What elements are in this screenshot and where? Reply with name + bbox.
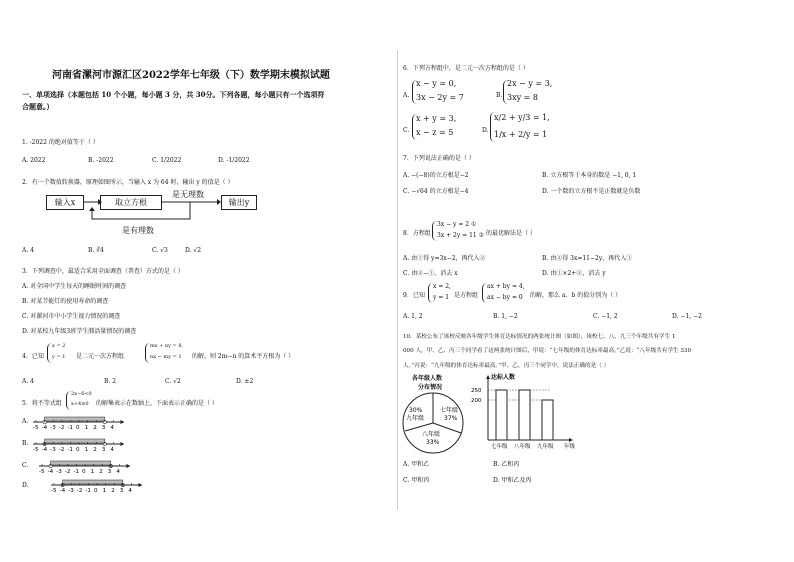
q5-numberline-a — [32, 410, 132, 432]
numberline-tick-label: 2 — [93, 447, 97, 453]
x-axis-label: 年级 — [564, 444, 576, 450]
q2-option-c: C. √3 — [152, 247, 168, 254]
q5-stem-pre: 5．将不等式组 — [22, 400, 62, 407]
numberline-tick-label: 2 — [99, 469, 103, 475]
q7-option-c: C. −√64 的立方根是−4 — [403, 188, 469, 195]
y-tick-label: 200 — [471, 398, 482, 404]
numberline-solution-band — [51, 461, 111, 465]
q1-option-b: B. -2022 — [88, 157, 114, 164]
q6-a-l1: x − y = 0, — [416, 79, 457, 88]
q6-option-c: C. — [403, 127, 410, 134]
page-title: 河南省漯河市源汇区2022学年七年级（下）数学期末模拟试题 — [52, 70, 330, 81]
q5-option-c-label: C. — [22, 462, 29, 469]
numberline-tick-label: -1 — [67, 425, 73, 431]
q8-option-b: B. 由②得 3x=11−2y，再代入① — [542, 255, 633, 262]
numberline-arrow — [138, 483, 142, 487]
numberline-tick-label: 3 — [101, 447, 106, 453]
q5-stem-post: 的解集表示在数轴上，下面表示正确的是（ ） — [96, 400, 218, 407]
q4-sys1-l2: y = 1 — [52, 354, 66, 360]
q7-option-b: B. 立方根等于本身的数是 −1, 0, 1 — [542, 172, 637, 179]
q10-option-a: A. 甲和乙 — [403, 461, 430, 468]
q8-option-a: A. 由①得 y=3x−2，再代入② — [403, 255, 486, 262]
numberline-tick-label: 1 — [84, 447, 89, 453]
x-axis-arrow — [569, 438, 573, 442]
numberline-tick-label: -4 — [41, 447, 48, 453]
q5-option-b-label: B. — [22, 440, 29, 447]
numberline-tick-label: 4 — [128, 488, 132, 494]
pie-chart — [398, 390, 468, 456]
q7-option-a: A. −(−8)的立方根是−2 — [403, 172, 469, 179]
q7-option-d: D. 一个数的立方根不是正数就是负数 — [542, 188, 641, 195]
q6-stem: 6．下列方程组中，是二元一次方程组的是（ ） — [403, 65, 529, 72]
flow-arrows — [40, 190, 270, 230]
q1-option-d: D. -1/2022 — [218, 157, 250, 164]
numberline-tick-label: 2 — [93, 425, 97, 431]
numberline-tick-label: -2 — [58, 425, 65, 431]
q5-numberline-d — [50, 473, 150, 495]
q6-c-l2: x − z = 5 — [416, 128, 454, 137]
q4-option-d: D. ±2 — [236, 378, 254, 385]
q6-d-l2: 1/x + 2/y = 1 — [494, 130, 548, 139]
q7-stem: 7．下列说法正确的是（ ） — [403, 155, 475, 162]
flow-rational-label: 是有理数 — [122, 226, 154, 235]
q10-line2: 000 人，甲、乙、丙三个同学看了这两张统计图后，甲说：“七年级的体育达标率最高。”乙说：“八年级共有学生 330 — [403, 348, 692, 354]
numberline-tick-label: -1 — [67, 447, 73, 453]
numberline-tick-label: 4 — [110, 447, 114, 453]
numberline-tick-label: -1 — [85, 488, 91, 494]
numberline-arrow — [120, 420, 124, 424]
q1-stem: 1. -2022 的绝对值等于（ ） — [22, 139, 99, 146]
x-tick-label: 八年级 — [514, 444, 531, 450]
pie-title-1: 各年级人数 — [412, 375, 443, 382]
q4-option-c: C. √2 — [165, 378, 181, 385]
bar — [496, 390, 507, 440]
q9-option-d: D. −1, −2 — [672, 313, 702, 320]
q4-sys2-l2: nx − my = 1 — [150, 354, 182, 360]
y-tick-label: 250 — [471, 388, 482, 394]
numberline-tick-label: 2 — [111, 488, 115, 494]
q9-sys1-l2: y = 1 — [433, 294, 450, 301]
numberline-tick-label: -2 — [58, 447, 65, 453]
q8-sys-l2: 3x + 2y = 11 ② — [437, 232, 485, 239]
numberline-tick-label: 0 — [94, 488, 98, 494]
numberline-tick-label: -4 — [59, 488, 66, 494]
numberline-tick-label: 4 — [110, 425, 114, 431]
q9-sys2-l2: ax − by = 0 — [487, 294, 523, 301]
numberline-solution-band — [45, 417, 105, 421]
q3-option-a: A. 对全国中学生每天的睡眠时间的调查 — [22, 283, 127, 290]
q5-option-d-label: D. — [22, 482, 29, 489]
pie-s1-name: 七年级 — [440, 407, 459, 414]
q8-sys-l1: 3x − y = 2 ① — [437, 221, 477, 228]
q4-option-b: B. 2 — [104, 378, 117, 385]
q8-stem-pre: 8．方程组 — [403, 230, 431, 237]
numberline-tick-label: 1 — [90, 469, 95, 475]
numberline-tick-label: 3 — [107, 469, 112, 475]
numberline-tick-label: 3 — [101, 425, 106, 431]
q9-option-c: C. −1, 2 — [593, 313, 618, 320]
q10-option-d: D. 甲和乙及丙 — [493, 477, 532, 484]
bar-chart — [470, 372, 580, 452]
flow-input-box: 输入x — [46, 195, 84, 210]
q8-option-c: C. 由②−①，消去 x — [403, 270, 458, 277]
numberline-arrow — [120, 442, 124, 446]
numberline-tick-label: 0 — [76, 447, 80, 453]
y-axis-arrow — [486, 375, 490, 379]
q9-sys2-l1: ax + by = 4, — [487, 283, 525, 290]
q4-stem-pre: 4．已知 — [22, 353, 44, 360]
pie-s2-name: 八年级 — [422, 431, 441, 438]
q5-sys-l1: 2x−6<0 — [71, 391, 92, 397]
flow-output-box: 输出y — [221, 195, 257, 210]
q9-stem-post: 的解，那么 a、b 的值分别为（ ） — [530, 292, 622, 299]
numberline-tick-label: 1 — [102, 488, 107, 494]
flow-cuberoot-box: 取立方根 — [100, 195, 162, 210]
pie-s1-pct: 37% — [444, 415, 458, 422]
numberline-tick-label: -2 — [76, 488, 83, 494]
q9-option-a: A. 1, 2 — [403, 313, 423, 320]
q2-option-d: D. √2 — [185, 247, 202, 254]
numberline-solution-band — [63, 480, 123, 484]
numberline-tick-label: 4 — [116, 469, 120, 475]
numberline-tick-label: -5 — [33, 447, 39, 453]
q6-option-d: D. — [482, 127, 489, 134]
chart-title: 达标人数 — [491, 374, 516, 381]
numberline-tick-label: -4 — [41, 425, 48, 431]
q6-b-l1: 2x − y = 3, — [507, 79, 553, 88]
q6-b-l2: 3xy = 8 — [507, 93, 538, 102]
numberline-tick-label: 0 — [76, 425, 80, 431]
pie-s2-pct: 33% — [426, 439, 440, 446]
numberline-tick-label: -3 — [68, 488, 74, 494]
q4-option-a: A. 4 — [22, 378, 34, 385]
numberline-tick-label: -5 — [39, 469, 45, 475]
bar — [542, 400, 553, 440]
q10-option-c: C. 甲和丙 — [403, 477, 430, 484]
section-heading-cont: 合题意。） — [22, 102, 54, 111]
q6-d-l1: x/2 + y/3 = 1, — [494, 113, 550, 122]
q9-option-b: B. 1, −2 — [493, 313, 518, 320]
x-tick-label: 七年级 — [491, 444, 508, 450]
q6-option-b: B. — [496, 92, 503, 99]
flow-irrational-label: 是无理数 — [172, 190, 204, 199]
numberline-tick-label: 3 — [119, 488, 124, 494]
pie-s3-name: 九年级 — [406, 415, 425, 422]
numberline-tick-label: -3 — [50, 447, 56, 453]
q6-c-l1: x + y = 3, — [416, 114, 457, 123]
q1-option-c: C. 1/2022 — [152, 157, 182, 164]
q5-sys-l2: x+4≥0 — [71, 401, 89, 407]
q9-stem-pre: 9．已知 — [403, 292, 425, 299]
q4-stem-mid: 是二元一次方程组 — [76, 353, 125, 360]
pie-s3-pct: 30% — [409, 407, 423, 414]
numberline-tick-label: -1 — [73, 469, 79, 475]
q3-option-c: C. 对漯河市中小学生视力情况的调查 — [22, 313, 121, 320]
numberline-tick-label: -5 — [51, 488, 57, 494]
q8-option-d: D. 由①×2+②，消去 y — [542, 270, 606, 277]
numberline-solution-band — [45, 439, 105, 443]
numberline-arrow — [126, 464, 130, 468]
q9-sys1-l1: x = 2, — [433, 283, 451, 290]
q5-option-a-label: A. — [22, 418, 29, 425]
numberline-tick-label: -3 — [50, 425, 56, 431]
q6-a-l2: 3x − 2y = 7 — [416, 93, 464, 102]
q3-option-b: B. 对某节能灯的使用寿命的调查 — [22, 298, 109, 305]
x-tick-label: 九年级 — [537, 444, 554, 450]
numberline-tick-label: -5 — [33, 425, 39, 431]
numberline-tick-label: 0 — [82, 469, 86, 475]
q6-option-a: A. — [403, 92, 410, 99]
q10-line3: 人。”丙说：“九年级的体育达标率最高。”甲、乙、丙三个同学中，说法正确的是（ ） — [403, 363, 610, 369]
q1-option-a: A. 2022 — [22, 157, 46, 164]
q8-stem-post: 的最优解法是（ ） — [486, 230, 536, 237]
q5-numberline-b — [32, 432, 132, 454]
numberline-tick-label: -3 — [56, 469, 62, 475]
q10-line1: 10．某校公布了该校反映各年级学生体育达标情况的两张统计图（如图），该校七、八、九三个年级共有学生 1 — [403, 334, 676, 340]
q4-sys2-l1: mx + ny = 8, — [150, 343, 184, 349]
q9-stem-mid: 是方程组 — [454, 292, 479, 299]
q2-option-a: A. 4 — [22, 247, 34, 254]
q2-option-b: B. ∛4 — [88, 247, 104, 254]
numberline-tick-label: -4 — [47, 469, 54, 475]
q3-stem: 3．下列调查中，最适合采用全面调查（普查）方式的是（ ） — [22, 268, 184, 275]
numberline-tick-label: -2 — [64, 469, 71, 475]
q4-stem-post: 的解，则 2m−n 的算术平方根为（ ） — [192, 353, 295, 360]
q10-option-b: B. 乙和丙 — [493, 461, 520, 468]
pie-title-2: 分布情况 — [418, 384, 443, 391]
numberline-tick-label: 1 — [84, 425, 89, 431]
bar — [519, 390, 530, 440]
q4-sys1-l1: x = 2 — [52, 343, 66, 349]
q3-option-d: D. 对某校九年级3班学生肺活量情况的调查 — [22, 328, 137, 335]
section-heading: 一、单项选择（本题包括 10 个小题，每小题 3 分，共 30分。下列各题，每小题只有一个选项符 — [22, 90, 325, 99]
q2-stem: 2．有一个数值转换器，原理如图所示，当输入 x 为 64 时，输出 y 的值是（ ） — [22, 179, 234, 186]
